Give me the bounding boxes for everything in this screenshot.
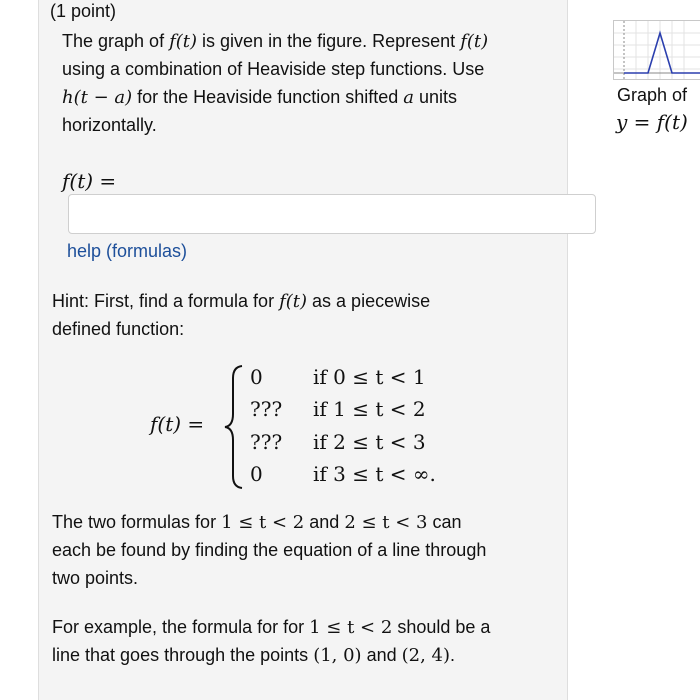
point-value: (1 point): [50, 1, 117, 21]
graph-thumbnail[interactable]: [613, 20, 700, 80]
piecewise-lhs: f(t) =: [150, 412, 205, 436]
answer-input[interactable]: [68, 194, 596, 234]
question-line-1: The graph of f(t) is given in the figure. Represent f(t): [62, 31, 489, 52]
graph-caption: Graph of: [617, 85, 688, 105]
hint-example-line-2: line that goes through the points (1, 0) and (2, 4).: [52, 645, 456, 666]
question-line-2: using a combination of Heaviside step functions. Use: [62, 59, 485, 79]
hint-line-1: Hint: First, find a formula for f(t) as a piecewise: [52, 291, 431, 312]
hint-two-formulas-line-2: each be found by finding the equation of a line through: [52, 540, 487, 560]
graph-thumbnail-plot: [614, 21, 700, 79]
piecewise-condition: if 2 ≤ t < 3: [313, 430, 426, 454]
hint-two-formulas-line-1: The two formulas for 1 ≤ t < 2 and 2 ≤ t < 3 can: [52, 512, 462, 533]
piecewise-value: 0: [250, 462, 263, 486]
question-line-4: horizontally.: [62, 115, 157, 135]
piecewise-condition: if 0 ≤ t < 1: [313, 365, 426, 389]
hint-example-line-1: For example, the formula for for 1 ≤ t < 2 should be a: [52, 617, 491, 638]
piecewise-condition: if 3 ≤ t < ∞.: [313, 462, 436, 486]
hint-line-2: defined function:: [52, 319, 185, 339]
graph-caption-equation: y = f(t): [616, 110, 688, 134]
left-brace-icon: [222, 364, 246, 490]
hint-two-formulas-line-3: two points.: [52, 568, 139, 588]
piecewise-condition: if 1 ≤ t < 2: [313, 397, 426, 421]
piecewise-value: 0: [250, 365, 263, 389]
piecewise-value: ???: [250, 430, 283, 454]
piecewise-value: ???: [250, 397, 283, 421]
question-line-3: h(t − a) for the Heaviside function shifted a units: [62, 87, 458, 108]
help-formulas-link[interactable]: help (formulas): [67, 241, 188, 261]
answer-label: f(t) =: [62, 169, 117, 193]
graph-line: [624, 33, 700, 73]
